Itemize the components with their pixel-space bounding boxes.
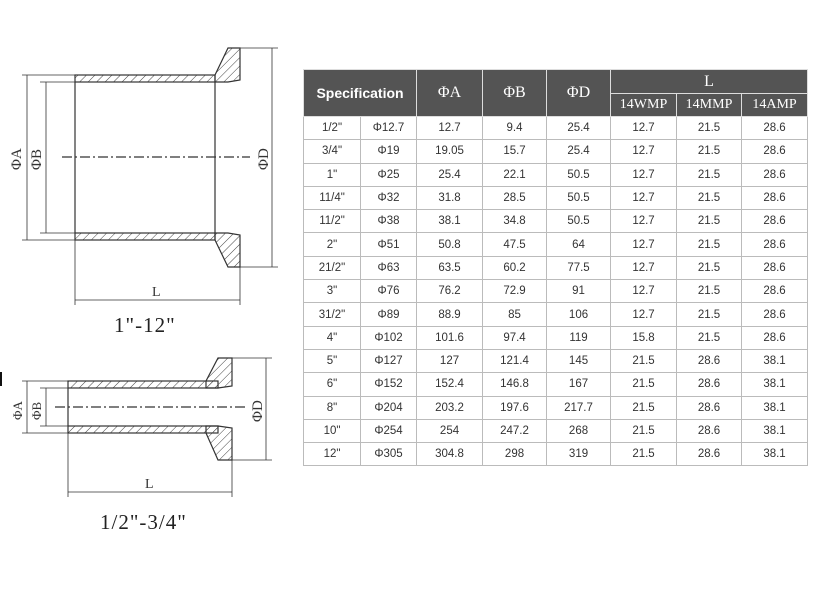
cell-l-14mmp: 21.5: [677, 117, 742, 140]
cell-l-14wmp: 21.5: [611, 349, 677, 372]
large-dim-l-label: L: [152, 285, 161, 300]
cell-l-14wmp: 12.7: [611, 303, 677, 326]
cell-dia-a: 31.8: [417, 186, 483, 209]
cell-nominal: Φ254: [361, 419, 417, 442]
cell-l-14wmp: 12.7: [611, 210, 677, 233]
cell-l-14mmp: 21.5: [677, 303, 742, 326]
cell-l-14amp: 28.6: [742, 140, 808, 163]
cell-dia-b: 34.8: [483, 210, 547, 233]
large-dim-b-label: ΦB: [29, 149, 45, 170]
cell-size: 2": [304, 233, 361, 256]
cell-nominal: Φ63: [361, 256, 417, 279]
cell-nominal: Φ89: [361, 303, 417, 326]
cell-l-14amp: 28.6: [742, 326, 808, 349]
cell-dia-b: 28.5: [483, 186, 547, 209]
header-14wmp: 14WMP: [611, 94, 677, 117]
table-row: [304, 373, 808, 396]
cell-l-14amp: 28.6: [742, 256, 808, 279]
header-14mmp: 14MMP: [677, 94, 742, 117]
header-length: L: [611, 70, 808, 94]
cell-l-14mmp: 28.6: [677, 373, 742, 396]
cell-l-14wmp: 21.5: [611, 373, 677, 396]
cell-l-14mmp: 21.5: [677, 163, 742, 186]
cell-dia-d: 119: [547, 326, 611, 349]
cell-l-14wmp: 21.5: [611, 396, 677, 419]
cell-dia-d: 50.5: [547, 186, 611, 209]
cell-l-14amp: 38.1: [742, 373, 808, 396]
cell-l-14amp: 28.6: [742, 280, 808, 303]
cell-dia-a: 203.2: [417, 396, 483, 419]
cell-dia-a: 101.6: [417, 326, 483, 349]
large-dim-a-label: ΦA: [9, 148, 25, 170]
cell-size: 31/2": [304, 303, 361, 326]
table-row: [304, 303, 808, 326]
cell-nominal: Φ204: [361, 396, 417, 419]
cell-dia-b: 72.9: [483, 280, 547, 303]
large-drawing-caption: 1"-12": [114, 313, 176, 337]
cell-dia-a: 127: [417, 349, 483, 372]
cell-dia-b: 121.4: [483, 349, 547, 372]
cell-dia-a: 38.1: [417, 210, 483, 233]
cell-dia-d: 145: [547, 349, 611, 372]
cell-dia-b: 47.5: [483, 233, 547, 256]
cell-l-14mmp: 21.5: [677, 256, 742, 279]
cell-size: 1/2": [304, 117, 361, 140]
table-row: [304, 396, 808, 419]
cell-size: 4": [304, 326, 361, 349]
cell-dia-b: 85: [483, 303, 547, 326]
cell-dia-a: 152.4: [417, 373, 483, 396]
cell-dia-a: 88.9: [417, 303, 483, 326]
cell-size: 3": [304, 280, 361, 303]
table-row: [304, 443, 808, 466]
cell-nominal: Φ305: [361, 443, 417, 466]
cell-l-14wmp: 12.7: [611, 256, 677, 279]
cell-dia-a: 25.4: [417, 163, 483, 186]
cell-dia-b: 247.2: [483, 419, 547, 442]
cell-l-14mmp: 21.5: [677, 140, 742, 163]
cell-dia-d: 319: [547, 443, 611, 466]
cell-dia-b: 60.2: [483, 256, 547, 279]
cell-nominal: Φ51: [361, 233, 417, 256]
cell-dia-b: 9.4: [483, 117, 547, 140]
cell-size: 3/4": [304, 140, 361, 163]
header-row-top: [304, 70, 808, 94]
cell-size: 12": [304, 443, 361, 466]
cell-dia-a: 63.5: [417, 256, 483, 279]
cell-size: 21/2": [304, 256, 361, 279]
cell-l-14amp: 38.1: [742, 349, 808, 372]
specification-table-body: [304, 117, 808, 466]
cell-dia-d: 217.7: [547, 396, 611, 419]
table-row: [304, 233, 808, 256]
cell-nominal: Φ152: [361, 373, 417, 396]
cell-dia-d: 25.4: [547, 117, 611, 140]
cell-dia-a: 12.7: [417, 117, 483, 140]
cell-nominal: Φ25: [361, 163, 417, 186]
table-row: [304, 419, 808, 442]
small-dim-a-label: ΦA: [10, 401, 25, 420]
cell-dia-a: 50.8: [417, 233, 483, 256]
cell-dia-d: 106: [547, 303, 611, 326]
cell-l-14mmp: 28.6: [677, 419, 742, 442]
cell-dia-a: 254: [417, 419, 483, 442]
cell-dia-d: 25.4: [547, 140, 611, 163]
cell-l-14wmp: 15.8: [611, 326, 677, 349]
cell-l-14amp: 28.6: [742, 210, 808, 233]
cell-l-14wmp: 12.7: [611, 233, 677, 256]
cell-l-14amp: 28.6: [742, 163, 808, 186]
cell-nominal: Φ38: [361, 210, 417, 233]
table-row: [304, 280, 808, 303]
cell-dia-a: 76.2: [417, 280, 483, 303]
header-diameter-b: ΦB: [483, 70, 547, 117]
small-dim-l-label: L: [145, 477, 154, 492]
cell-l-14wmp: 12.7: [611, 140, 677, 163]
table-row: [304, 163, 808, 186]
cell-dia-b: 97.4: [483, 326, 547, 349]
cell-nominal: Φ127: [361, 349, 417, 372]
cell-size: 5": [304, 349, 361, 372]
cell-dia-a: 19.05: [417, 140, 483, 163]
cell-l-14mmp: 21.5: [677, 210, 742, 233]
small-drawing-caption: 1/2"-3/4": [100, 510, 187, 534]
cell-l-14mmp: 28.6: [677, 396, 742, 419]
cell-dia-d: 50.5: [547, 210, 611, 233]
cell-l-14mmp: 21.5: [677, 186, 742, 209]
cell-nominal: Φ76: [361, 280, 417, 303]
cell-l-14wmp: 12.7: [611, 163, 677, 186]
cell-dia-d: 268: [547, 419, 611, 442]
cell-l-14mmp: 21.5: [677, 233, 742, 256]
cell-dia-b: 298: [483, 443, 547, 466]
cell-dia-b: 22.1: [483, 163, 547, 186]
small-dim-d-label: ΦD: [250, 400, 266, 422]
cell-l-14amp: 28.6: [742, 186, 808, 209]
cell-size: 1": [304, 163, 361, 186]
cell-dia-d: 77.5: [547, 256, 611, 279]
cell-l-14wmp: 12.7: [611, 186, 677, 209]
cell-nominal: Φ32: [361, 186, 417, 209]
cell-l-14mmp: 21.5: [677, 280, 742, 303]
margin-mark: [0, 372, 2, 386]
cell-dia-a: 304.8: [417, 443, 483, 466]
cell-nominal: Φ19: [361, 140, 417, 163]
large-dim-d-label: ΦD: [256, 148, 272, 170]
cell-l-14mmp: 28.6: [677, 349, 742, 372]
cell-dia-d: 167: [547, 373, 611, 396]
table-row: [304, 349, 808, 372]
table-row: [304, 326, 808, 349]
cell-size: 6": [304, 373, 361, 396]
cell-l-14amp: 28.6: [742, 233, 808, 256]
table-row: [304, 186, 808, 209]
cell-l-14mmp: 28.6: [677, 443, 742, 466]
cell-dia-d: 64: [547, 233, 611, 256]
ferrule-drawings: [0, 0, 300, 560]
cell-l-14amp: 28.6: [742, 117, 808, 140]
header-diameter-a: ΦA: [417, 70, 483, 117]
cell-l-14amp: 38.1: [742, 443, 808, 466]
cell-nominal: Φ12.7: [361, 117, 417, 140]
cell-l-14wmp: 12.7: [611, 280, 677, 303]
cell-nominal: Φ102: [361, 326, 417, 349]
cell-size: 11/4": [304, 186, 361, 209]
table-row: [304, 117, 808, 140]
cell-l-14amp: 38.1: [742, 419, 808, 442]
cell-dia-b: 197.6: [483, 396, 547, 419]
cell-size: 10": [304, 419, 361, 442]
header-14amp: 14AMP: [742, 94, 808, 117]
specification-table: [303, 69, 808, 466]
table-row: [304, 256, 808, 279]
header-diameter-d: ΦD: [547, 70, 611, 117]
table-row: [304, 140, 808, 163]
cell-size: 8": [304, 396, 361, 419]
cell-dia-b: 15.7: [483, 140, 547, 163]
cell-dia-d: 50.5: [547, 163, 611, 186]
small-dim-b-label: ΦB: [29, 401, 44, 420]
cell-l-14wmp: 12.7: [611, 117, 677, 140]
cell-l-14amp: 38.1: [742, 396, 808, 419]
cell-dia-b: 146.8: [483, 373, 547, 396]
cell-l-14mmp: 21.5: [677, 326, 742, 349]
large-ferrule-drawing: [22, 48, 278, 305]
cell-size: 11/2": [304, 210, 361, 233]
cell-dia-d: 91: [547, 280, 611, 303]
cell-l-14amp: 28.6: [742, 303, 808, 326]
header-specification: Specification: [304, 70, 417, 117]
table-row: [304, 210, 808, 233]
cell-l-14wmp: 21.5: [611, 419, 677, 442]
cell-l-14wmp: 21.5: [611, 443, 677, 466]
